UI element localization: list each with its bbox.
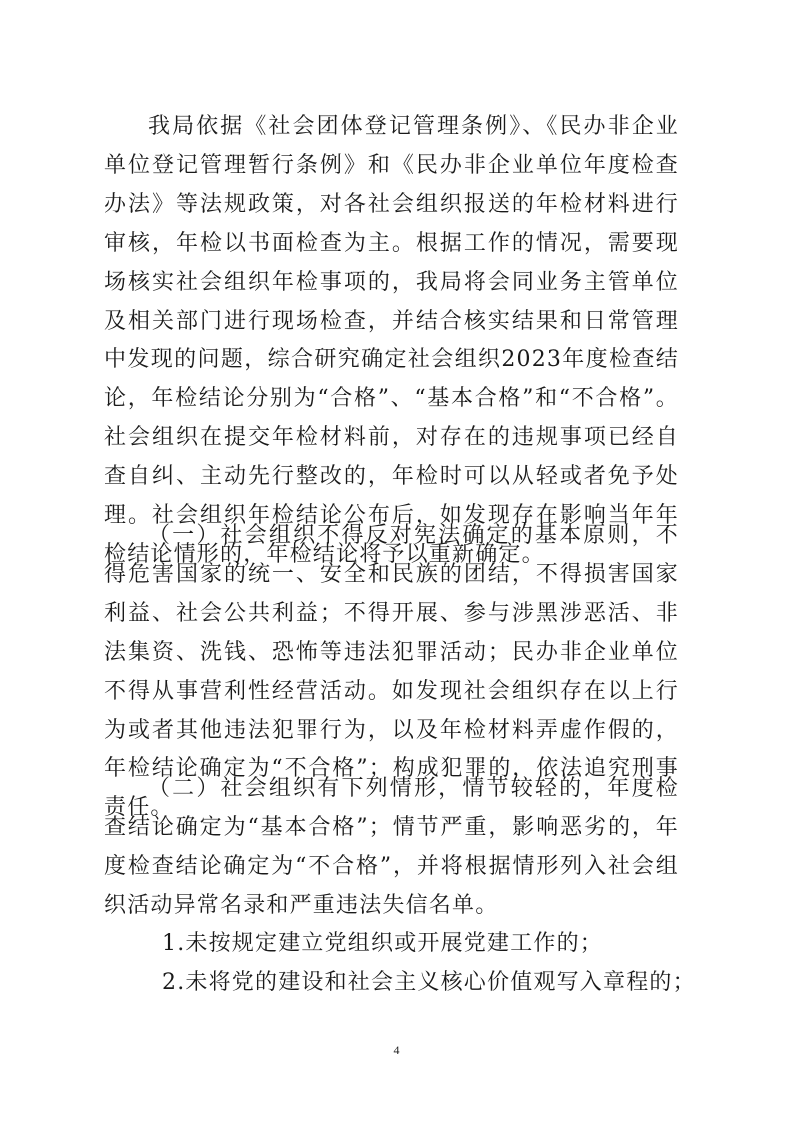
list-item-1: 1.未按规定建立党组织或开展党建工作的； [162, 931, 603, 956]
page-number: 4 [393, 1043, 400, 1057]
paragraph-review-basis: 我局依据《社会团体登记管理条例》、《民办非企业单位登记管理暂行条例》和《民办非企业单位年度检查办法》等法规政策，对各社会组织报送的年检材料进行审核，年检以书面检查为主。根据工作的情况，需要现场核实社会组织年检事项的，我局将会同业务主管单位及相关部门进行现场检查，并结合核实结果和日常管理中发现的问题，综合研究确定社会组织2023年度检查结论，年检结论分别为“合格”、“基本合格”和“不合格”。社会组织在提交年检材料前，对存在的违规事项已经自查自纠、主动先行整改的，年检时可以从轻或者免予处理。社会组织年检结论公布后，如发现存在影响当年年检结论情形的，年检结论将予以重新确定。 [104, 114, 679, 567]
list-item-2: 2.未将党的建设和社会主义核心价值观写入章程的； [162, 970, 696, 995]
paragraph-section-one: （一）社会组织不得反对宪法确定的基本原则，不得危害国家的统一、安全和民族的团结，不得损害国家利益、社会公共利益；不得开展、参与涉黑涉恶活、非法集资、洗钱、恐怖等违法犯罪活动；民办非企业单位不得从事营利性经营活动。如发现社会组织存在以上行为或者其他违法犯罪行为，以及年检材料弄虚作假的，年检结论确定为“不合格”；构成犯罪的，依法追究刑事责任。 [104, 523, 679, 821]
paragraph-section-two: （二）社会组织有下列情形，情节较轻的，年度检查结论确定为“基本合格”；情节严重，影响恶劣的，年度检查结论确定为“不合格”，并将根据情形列入社会组织活动异常名录和严重违法失信名单。 [104, 776, 679, 918]
